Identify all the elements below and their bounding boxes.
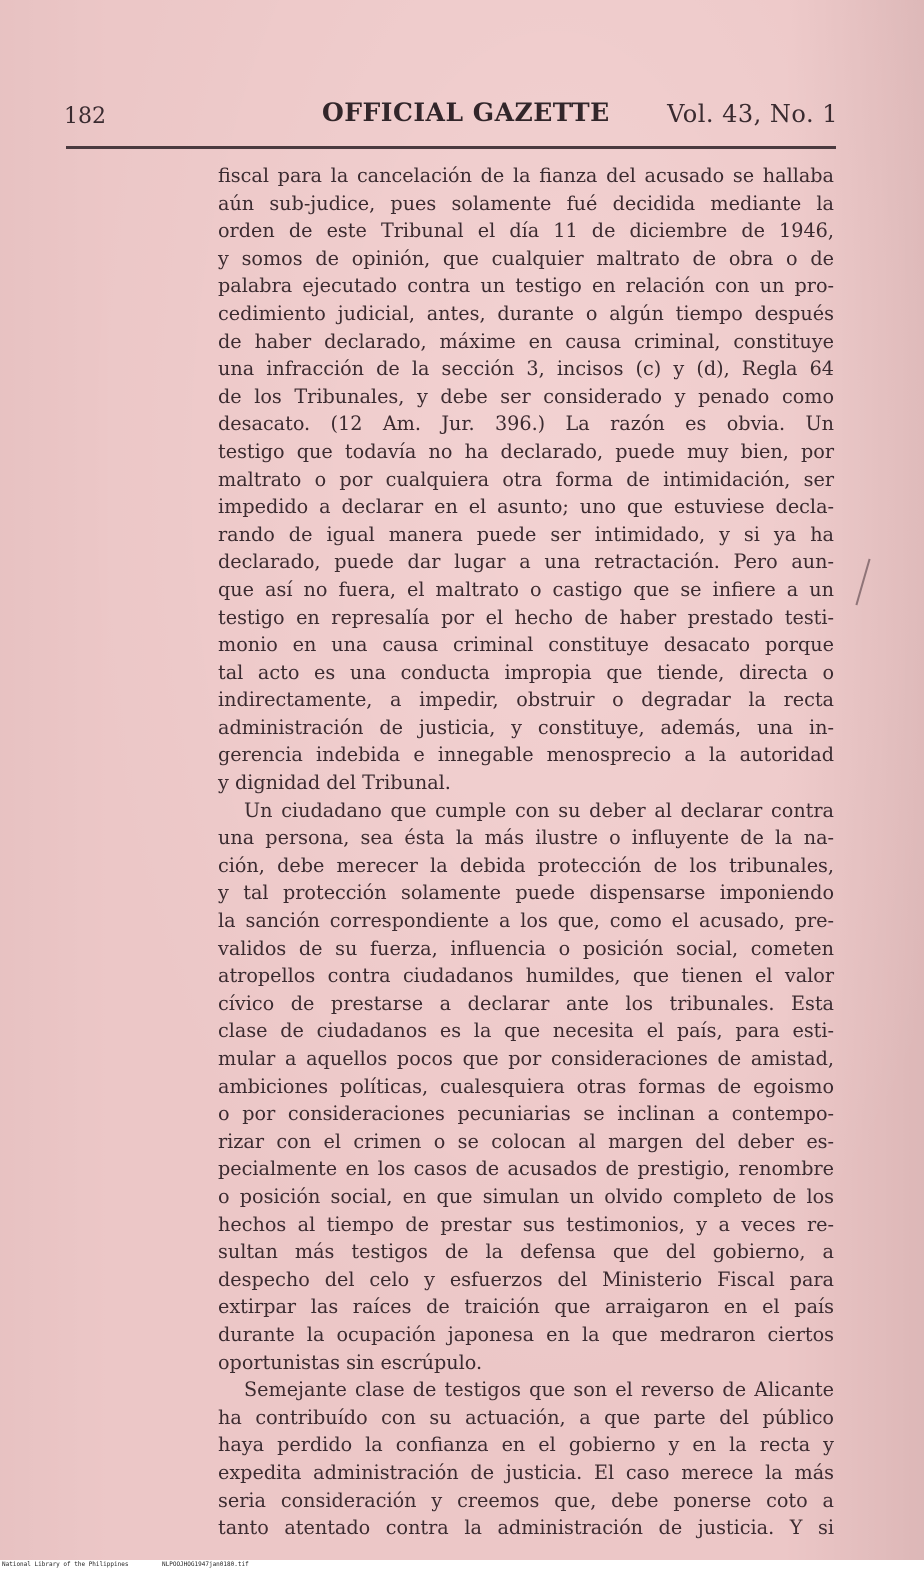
header-rule: [66, 146, 836, 149]
volume-number: Vol. 43, No. 1: [667, 100, 838, 128]
text-line: palabra ejecutado contra un testigo en relación con un pro-: [218, 274, 834, 298]
text-line: pecialmente en los casos de acusados de prestigio, renombre: [218, 1157, 834, 1181]
text-line: extirpar las raíces de traición que arraigaron en el país: [218, 1295, 834, 1319]
page-number: 182: [64, 104, 106, 129]
text-line: fiscal para la cancelación de la fianza del acusado se hallaba: [218, 164, 834, 187]
text-line: ha contribuído con su actuación, a que parte del público: [218, 1405, 834, 1429]
journal-title: OFFICIAL GAZETTE: [322, 98, 610, 127]
text-line: una infracción de la sección 3, incisos (c) y (d), Regla 64: [218, 357, 834, 381]
text-line: oportunistas sin escrúpulo.: [218, 1350, 483, 1374]
text-line: clase de ciudadanos es la que necesita el país, para esti-: [218, 1019, 834, 1043]
text-line: tal acto es una conducta impropia que tiende, directa o: [218, 660, 834, 684]
text-line: declarado, puede dar lugar a una retractación. Pero aun-: [218, 550, 834, 574]
body-text: [218, 162, 834, 1542]
text-line: una persona, sea ésta la más ilustre o influyente de la na-: [218, 826, 834, 850]
text-line: haya perdido la confianza en el gobierno y en la recta y: [218, 1433, 834, 1457]
text-line: Un ciudadano que cumple con su deber al declarar contra: [244, 798, 834, 822]
text-line: rando de igual manera puede ser intimidado, y si ya ha: [218, 522, 834, 546]
text-line: o por consideraciones pecuniarias se inclinan a contempo-: [218, 1102, 834, 1126]
footer-library: National Library of the Philippines: [2, 1561, 129, 1568]
text-line: y somos de opinión, que cualquier maltrato de obra o de: [218, 246, 834, 270]
text-line: impedido a declarar en el asunto; uno que estuviese decla-: [218, 495, 834, 519]
text-line: y tal protección solamente puede dispensarse imponiendo: [218, 881, 834, 905]
text-line: Semejante clase de testigos que son el reverso de Alicante: [244, 1378, 834, 1402]
text-line: mular a aquellos pocos que por consideraciones de amistad,: [218, 1047, 834, 1070]
text-line: testigo en represalía por el hecho de haber prestado testi-: [218, 605, 834, 629]
text-line: y dignidad del Tribunal.: [218, 771, 451, 795]
text-line: desacato. (12 Am. Jur. 396.) La razón es obvia. Un: [218, 412, 834, 436]
text-line: maltrato o por cualquiera otra forma de intimidación, ser: [218, 467, 834, 491]
text-line: ción, debe merecer la debida protección de los tribunales,: [218, 853, 834, 877]
text-line: administración de justicia, y constituye, además, una in-: [218, 715, 834, 739]
text-line: indirectamente, a impedir, obstruir o degradar la recta: [218, 688, 834, 712]
text-line: cívico de prestarse a declarar ante los tribunales. Esta: [218, 991, 834, 1015]
margin-pencil-mark: [855, 559, 870, 606]
text-line: durante la ocupación japonesa en la que medraron ciertos: [218, 1322, 834, 1346]
scan-footer: [0, 1560, 924, 1570]
text-line: orden de este Tribunal el día 11 de diciembre de 1946,: [218, 219, 834, 243]
text-line: validos de su fuerza, influencia o posición social, cometen: [218, 936, 834, 960]
text-line: cedimiento judicial, antes, durante o algún tiempo después: [218, 301, 834, 325]
text-line: hechos al tiempo de prestar sus testimonios, y a veces re-: [218, 1212, 834, 1236]
text-line: atropellos contra ciudadanos humildes, que tienen el valor: [218, 964, 834, 988]
text-line: expedita administración de justicia. El caso merece la más: [218, 1460, 834, 1484]
text-line: de haber declarado, máxime en causa criminal, constituye: [218, 329, 834, 353]
text-line: la sanción correspondiente a los que, como el acusado, pre-: [218, 909, 834, 933]
page-header: [60, 94, 840, 138]
text-line: o posición social, en que simulan un olvido completo de los: [218, 1184, 834, 1208]
text-line: tanto atentado contra la administración de justicia. Y si: [218, 1516, 834, 1540]
text-line: gerencia indebida e innegable menosprecio a la autoridad: [218, 743, 834, 767]
text-line: de los Tribunales, y debe ser considerado y penado como: [218, 384, 834, 408]
text-line: que así no fuera, el maltrato o castigo que se infiere a un: [218, 577, 834, 601]
text-line: sultan más testigos de la defensa que del gobierno, a: [218, 1240, 834, 1264]
text-line: aún sub-judice, pues solamente fué decidida mediante la: [218, 191, 834, 215]
text-line: rizar con el crimen o se colocan al margen del deber es-: [218, 1129, 834, 1153]
text-line: seria consideración y creemos que, debe ponerse coto a: [218, 1488, 834, 1512]
text-line: testigo que todavía no ha declarado, puede muy bien, por: [218, 439, 834, 463]
text-line: monio en una causa criminal constituye desacato porque: [218, 633, 834, 657]
text-line: despecho del celo y esfuerzos del Ministerio Fiscal para: [218, 1267, 834, 1291]
text-line: ambiciones políticas, cualesquiera otras formas de egoismo: [218, 1074, 834, 1098]
footer-filename: NLPOOJHOG1947jan0180.tif: [162, 1561, 249, 1568]
